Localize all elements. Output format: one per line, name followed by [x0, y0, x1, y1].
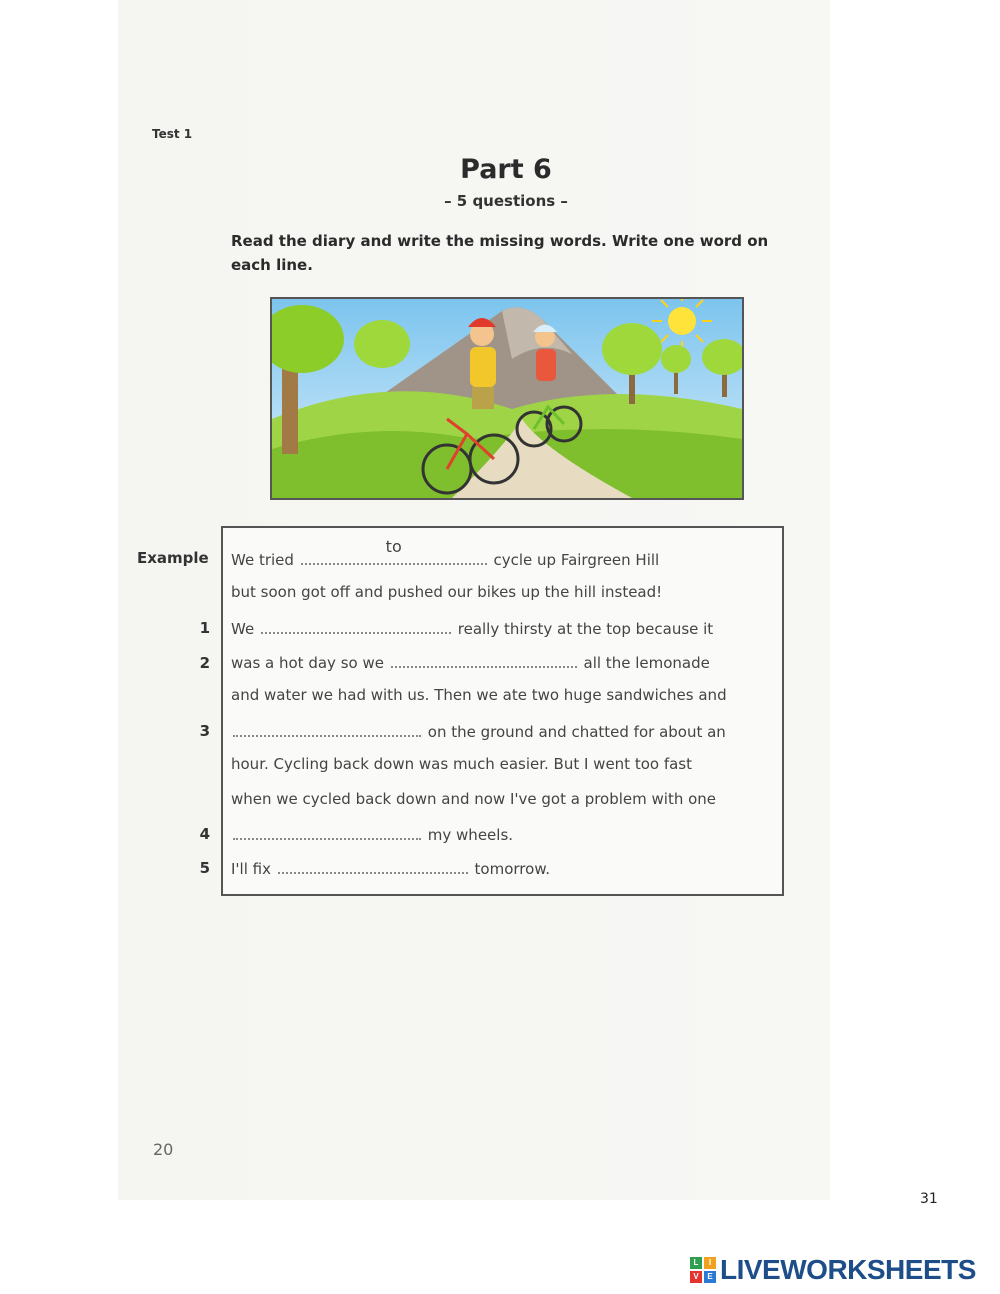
question-after: all the lemonade	[583, 654, 710, 672]
question-line-2	[231, 652, 710, 672]
question-number: 3	[199, 722, 210, 740]
question-after: really thirsty at the top because it	[457, 620, 714, 638]
answer-blank-5[interactable]	[278, 858, 468, 874]
question-number: 1	[199, 619, 210, 637]
question-line-3	[231, 721, 726, 741]
answer-blank-3[interactable]	[233, 721, 421, 737]
example-line	[231, 537, 660, 569]
example-label: Example	[137, 549, 209, 567]
question-before: I'll fix	[231, 860, 271, 878]
part-subtitle: – 5 questions –	[444, 192, 568, 210]
question-after: my wheels.	[427, 826, 514, 844]
question-before: was a hot day so we	[231, 654, 384, 672]
page-number: 20	[153, 1140, 174, 1159]
answer-blank-1[interactable]	[261, 618, 451, 634]
question-after: tomorrow.	[474, 860, 550, 878]
instructions: Read the diary and write the missing words. Write one word on each line.	[231, 232, 769, 274]
liveworksheets-logo	[690, 1254, 976, 1286]
question-number: 4	[199, 825, 210, 843]
part-title: Part 6	[460, 154, 552, 185]
test-label: Test 1	[152, 127, 193, 141]
example-after: cycle up Fairgreen Hill	[493, 551, 660, 569]
liveworksheets-icon: L I V E	[690, 1257, 716, 1283]
question-number: 5	[199, 859, 210, 877]
brand-name: LIVEWORKSHEETS	[720, 1254, 976, 1285]
example-before: We tried	[231, 551, 294, 569]
diary-line: but soon got off and pushed our bikes up the hill instead!	[231, 583, 663, 601]
question-before: We	[231, 620, 255, 638]
sheet-number: 31	[920, 1191, 938, 1207]
answer-blank-2[interactable]	[391, 652, 577, 668]
answer-blank-4[interactable]	[233, 824, 421, 840]
diary-line: when we cycled back down and now I've got a problem with one	[231, 790, 717, 808]
diary-line: and water we had with us. Then we ate two huge sandwiches and	[231, 686, 727, 704]
question-number: 2	[199, 654, 210, 672]
question-line-5	[231, 858, 550, 878]
example-answer: to	[385, 537, 402, 556]
example-answer-blank	[301, 537, 487, 565]
question-line-1	[231, 618, 713, 638]
cycling-illustration	[270, 297, 744, 500]
question-after: on the ground and chatted for about an	[427, 723, 726, 741]
diary-line: hour. Cycling back down was much easier. But I went too fast	[231, 755, 693, 773]
question-line-4	[231, 824, 513, 844]
